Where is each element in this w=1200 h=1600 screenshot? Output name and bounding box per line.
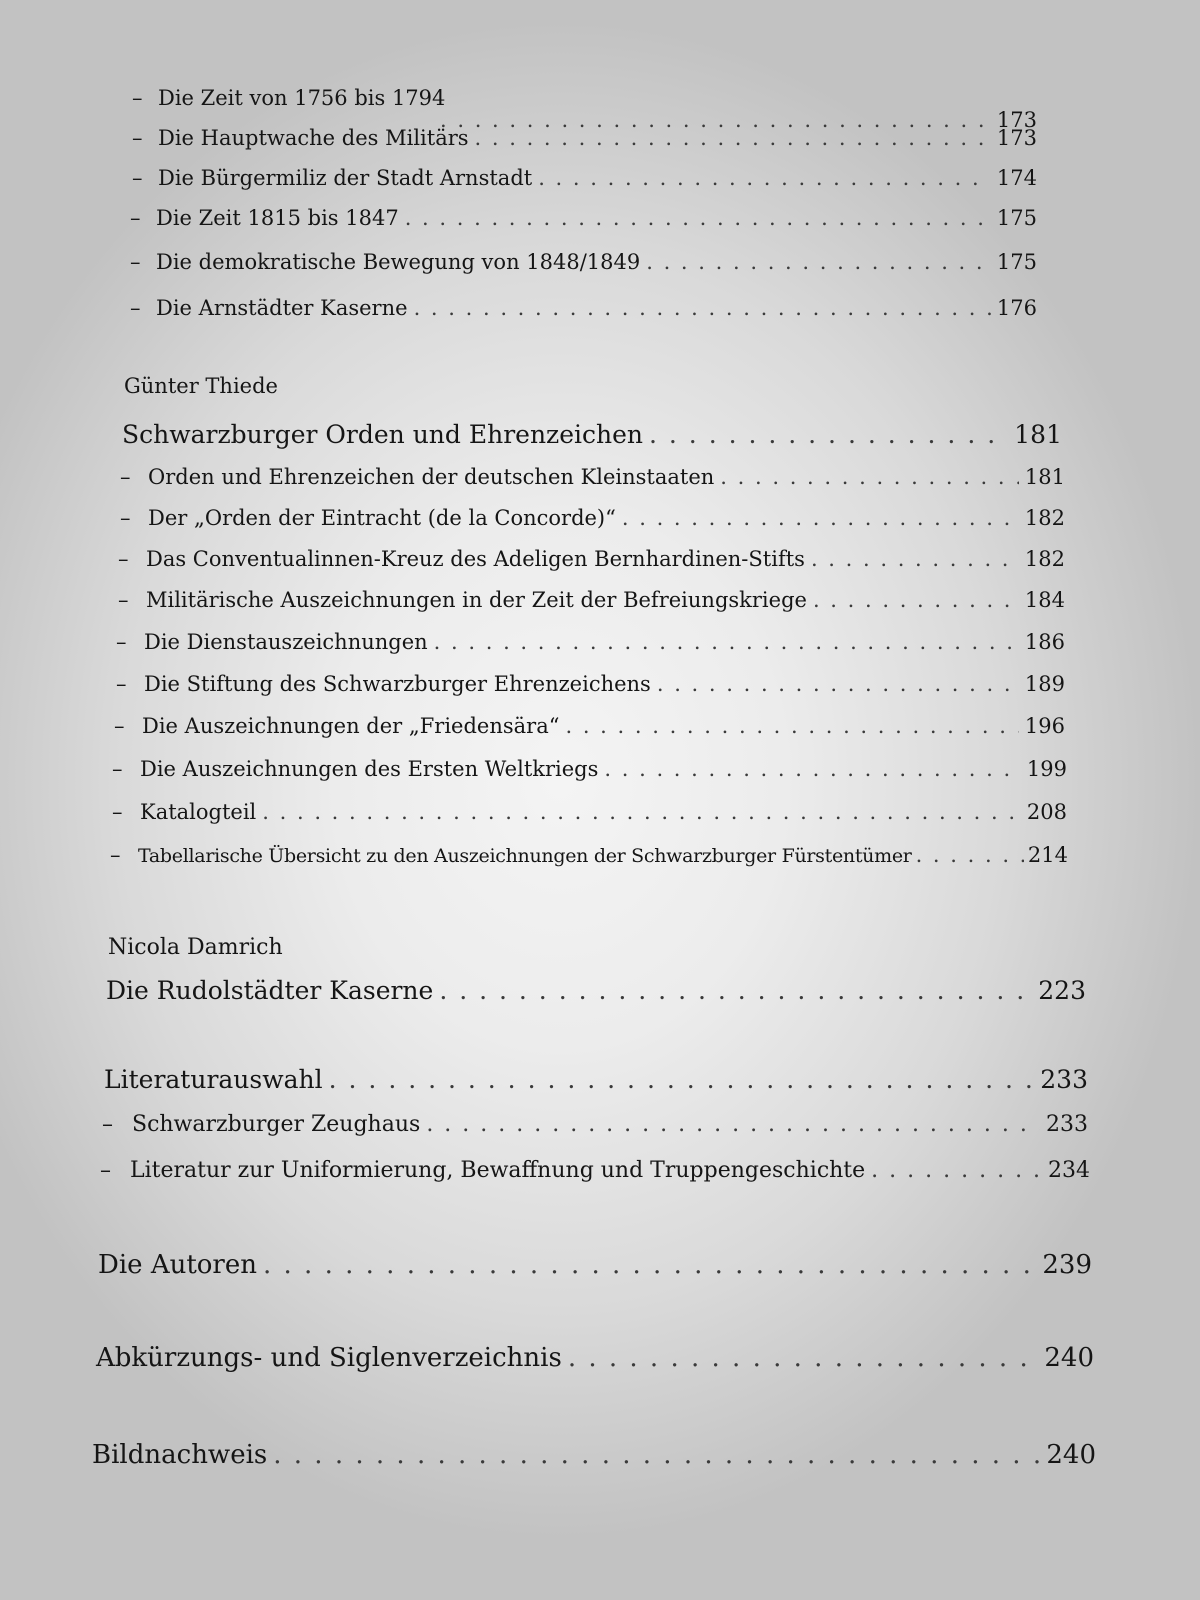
toc-entry: [116, 672, 1065, 696]
entry-title: Das Conventualinnen-Kreuz des Adeligen Bernhardinen-Stifts: [146, 547, 805, 571]
dot-leader: [622, 506, 1019, 530]
page-number: 181: [1024, 465, 1065, 489]
toc-entry: [112, 757, 1067, 781]
toc-entry: [130, 206, 1037, 230]
page-number: 239: [1042, 1250, 1092, 1280]
toc-entry: [102, 1112, 1088, 1137]
chapter-title: Die Rudolstädter Kaserne: [106, 976, 434, 1005]
entry-title: Die Dienstauszeichnungen: [144, 630, 428, 654]
toc-entry: [120, 506, 1065, 530]
dash: –: [118, 588, 129, 612]
entry-title: Die Auszeichnungen des Ersten Weltkriegs: [140, 757, 599, 781]
page-number: 196: [1024, 714, 1065, 738]
page-number: 240: [1044, 1343, 1094, 1373]
dash: –: [132, 166, 143, 190]
entry-title: Die Hauptwache des Militärs: [158, 126, 469, 150]
entry-title: Militärische Auszeichnungen in der Zeit der Befreiungskriege: [146, 588, 807, 612]
dot-leader: [538, 166, 991, 190]
toc-entry: [100, 1158, 1090, 1183]
dot-leader: [720, 465, 1019, 489]
entry-title: Tabellarische Übersicht zu den Auszeichnungen der Schwarzburger Fürstentümer: [138, 845, 912, 867]
page-number: 233: [1040, 1065, 1088, 1094]
toc-entry: [110, 843, 1068, 867]
dash: –: [120, 506, 131, 530]
dot-leader: [273, 1440, 1040, 1470]
page-number: 184: [1024, 588, 1065, 612]
dot-leader: [262, 800, 1021, 824]
entry-title: Literatur zur Uniformierung, Bewaffnung und Truppengeschichte: [130, 1158, 866, 1183]
chapter-entry: [122, 420, 1062, 449]
chapter-title: Literaturauswahl: [104, 1065, 323, 1094]
page-number: 182: [1024, 547, 1065, 571]
dash: –: [120, 465, 131, 489]
dot-leader: [426, 1112, 1040, 1137]
dot-leader: [649, 420, 1008, 449]
toc-entry: [130, 296, 1037, 320]
dash: –: [130, 250, 141, 274]
toc-entry: [132, 166, 1037, 190]
dash: –: [130, 206, 141, 230]
page-number: 186: [1024, 630, 1065, 654]
dot-leader: [565, 714, 1018, 738]
dash: –: [118, 547, 129, 571]
dot-leader: [475, 126, 991, 150]
dash: –: [100, 1158, 111, 1183]
dot-leader: [263, 1250, 1036, 1280]
chapter-entry: [96, 1343, 1094, 1373]
entry-title: Die Zeit von 1756 bis 1794: [158, 86, 446, 110]
page-number: 240: [1046, 1440, 1096, 1470]
dot-leader: [871, 1158, 1042, 1183]
dash: –: [114, 714, 125, 738]
chapter-title: Bildnachweis: [92, 1440, 268, 1470]
page-number: 182: [1024, 506, 1065, 530]
dot-leader: [811, 547, 1019, 571]
toc-entry: [118, 547, 1065, 571]
toc-entry: [114, 714, 1065, 738]
dot-leader: [657, 672, 1019, 696]
page-number: 174: [996, 166, 1037, 190]
author-name: Günter Thiede: [124, 374, 278, 398]
dot-leader: [414, 296, 991, 320]
chapter-title: Abkürzungs- und Siglenverzeichnis: [96, 1343, 562, 1373]
dash: –: [110, 843, 121, 867]
page-number: 234: [1048, 1158, 1090, 1183]
chapter-title: Die Autoren: [98, 1250, 257, 1280]
page-number: 189: [1024, 672, 1065, 696]
toc-entry: [118, 588, 1065, 612]
chapter-entry: [98, 1250, 1092, 1280]
page-number: 208: [1026, 800, 1067, 824]
dash: –: [112, 800, 123, 824]
toc-entry: [130, 250, 1037, 274]
dot-leader: [604, 757, 1021, 781]
dot-leader: [405, 206, 991, 230]
dot-leader: [329, 1065, 1035, 1094]
dot-leader: [439, 976, 1032, 1005]
entry-title: Orden und Ehrenzeichen der deutschen Kleinstaaten: [148, 465, 715, 489]
entry-title: Katalogteil: [140, 800, 257, 824]
dot-leader: [813, 588, 1019, 612]
dash: –: [116, 630, 127, 654]
page-number: 233: [1046, 1112, 1088, 1137]
page-number: 175: [996, 206, 1037, 230]
entry-title: Der „Orden der Eintracht (de la Concorde)“: [148, 506, 616, 530]
dot-leader: [434, 630, 1019, 654]
page-number: 214: [1027, 843, 1068, 867]
toc-entry: [116, 630, 1065, 654]
page-number: 181: [1014, 420, 1062, 449]
chapter-entry: [106, 976, 1086, 1005]
dash: –: [132, 126, 143, 150]
dash: –: [102, 1112, 113, 1137]
page-number: 176: [996, 296, 1037, 320]
page-number: 175: [996, 250, 1037, 274]
entry-title: Die Bürgermiliz der Stadt Arnstadt: [158, 166, 533, 190]
page-number: 223: [1038, 976, 1086, 1005]
entry-title: Schwarzburger Zeughaus: [132, 1112, 421, 1137]
dash: –: [132, 86, 143, 110]
page-number: 173: [996, 126, 1037, 150]
dot-leader: [568, 1343, 1039, 1373]
toc-entry: [112, 800, 1067, 824]
entry-title: Die Zeit 1815 bis 1847: [156, 206, 399, 230]
entry-title: Die Auszeichnungen der „Friedensära“: [142, 714, 560, 738]
chapter-entry: [104, 1065, 1088, 1094]
entry-title: Die demokratische Bewegung von 1848/1849: [156, 250, 641, 274]
author-name: Nicola Damrich: [108, 935, 283, 960]
dash: –: [130, 296, 141, 320]
dot-leader: [646, 250, 991, 274]
page-number: 173: [996, 108, 1037, 132]
toc-entry: [132, 86, 1037, 110]
dash: –: [112, 757, 123, 781]
dash: –: [116, 672, 127, 696]
toc-entry: [120, 465, 1065, 489]
entry-title: Die Stiftung des Schwarzburger Ehrenzeichens: [144, 672, 651, 696]
chapter-entry: [92, 1440, 1096, 1470]
page-number: 199: [1026, 757, 1067, 781]
toc-entry: [132, 126, 1037, 150]
dot-leader: [916, 843, 1024, 867]
entry-title: Die Arnstädter Kaserne: [156, 296, 408, 320]
chapter-title: Schwarzburger Orden und Ehrenzeichen: [122, 420, 644, 449]
